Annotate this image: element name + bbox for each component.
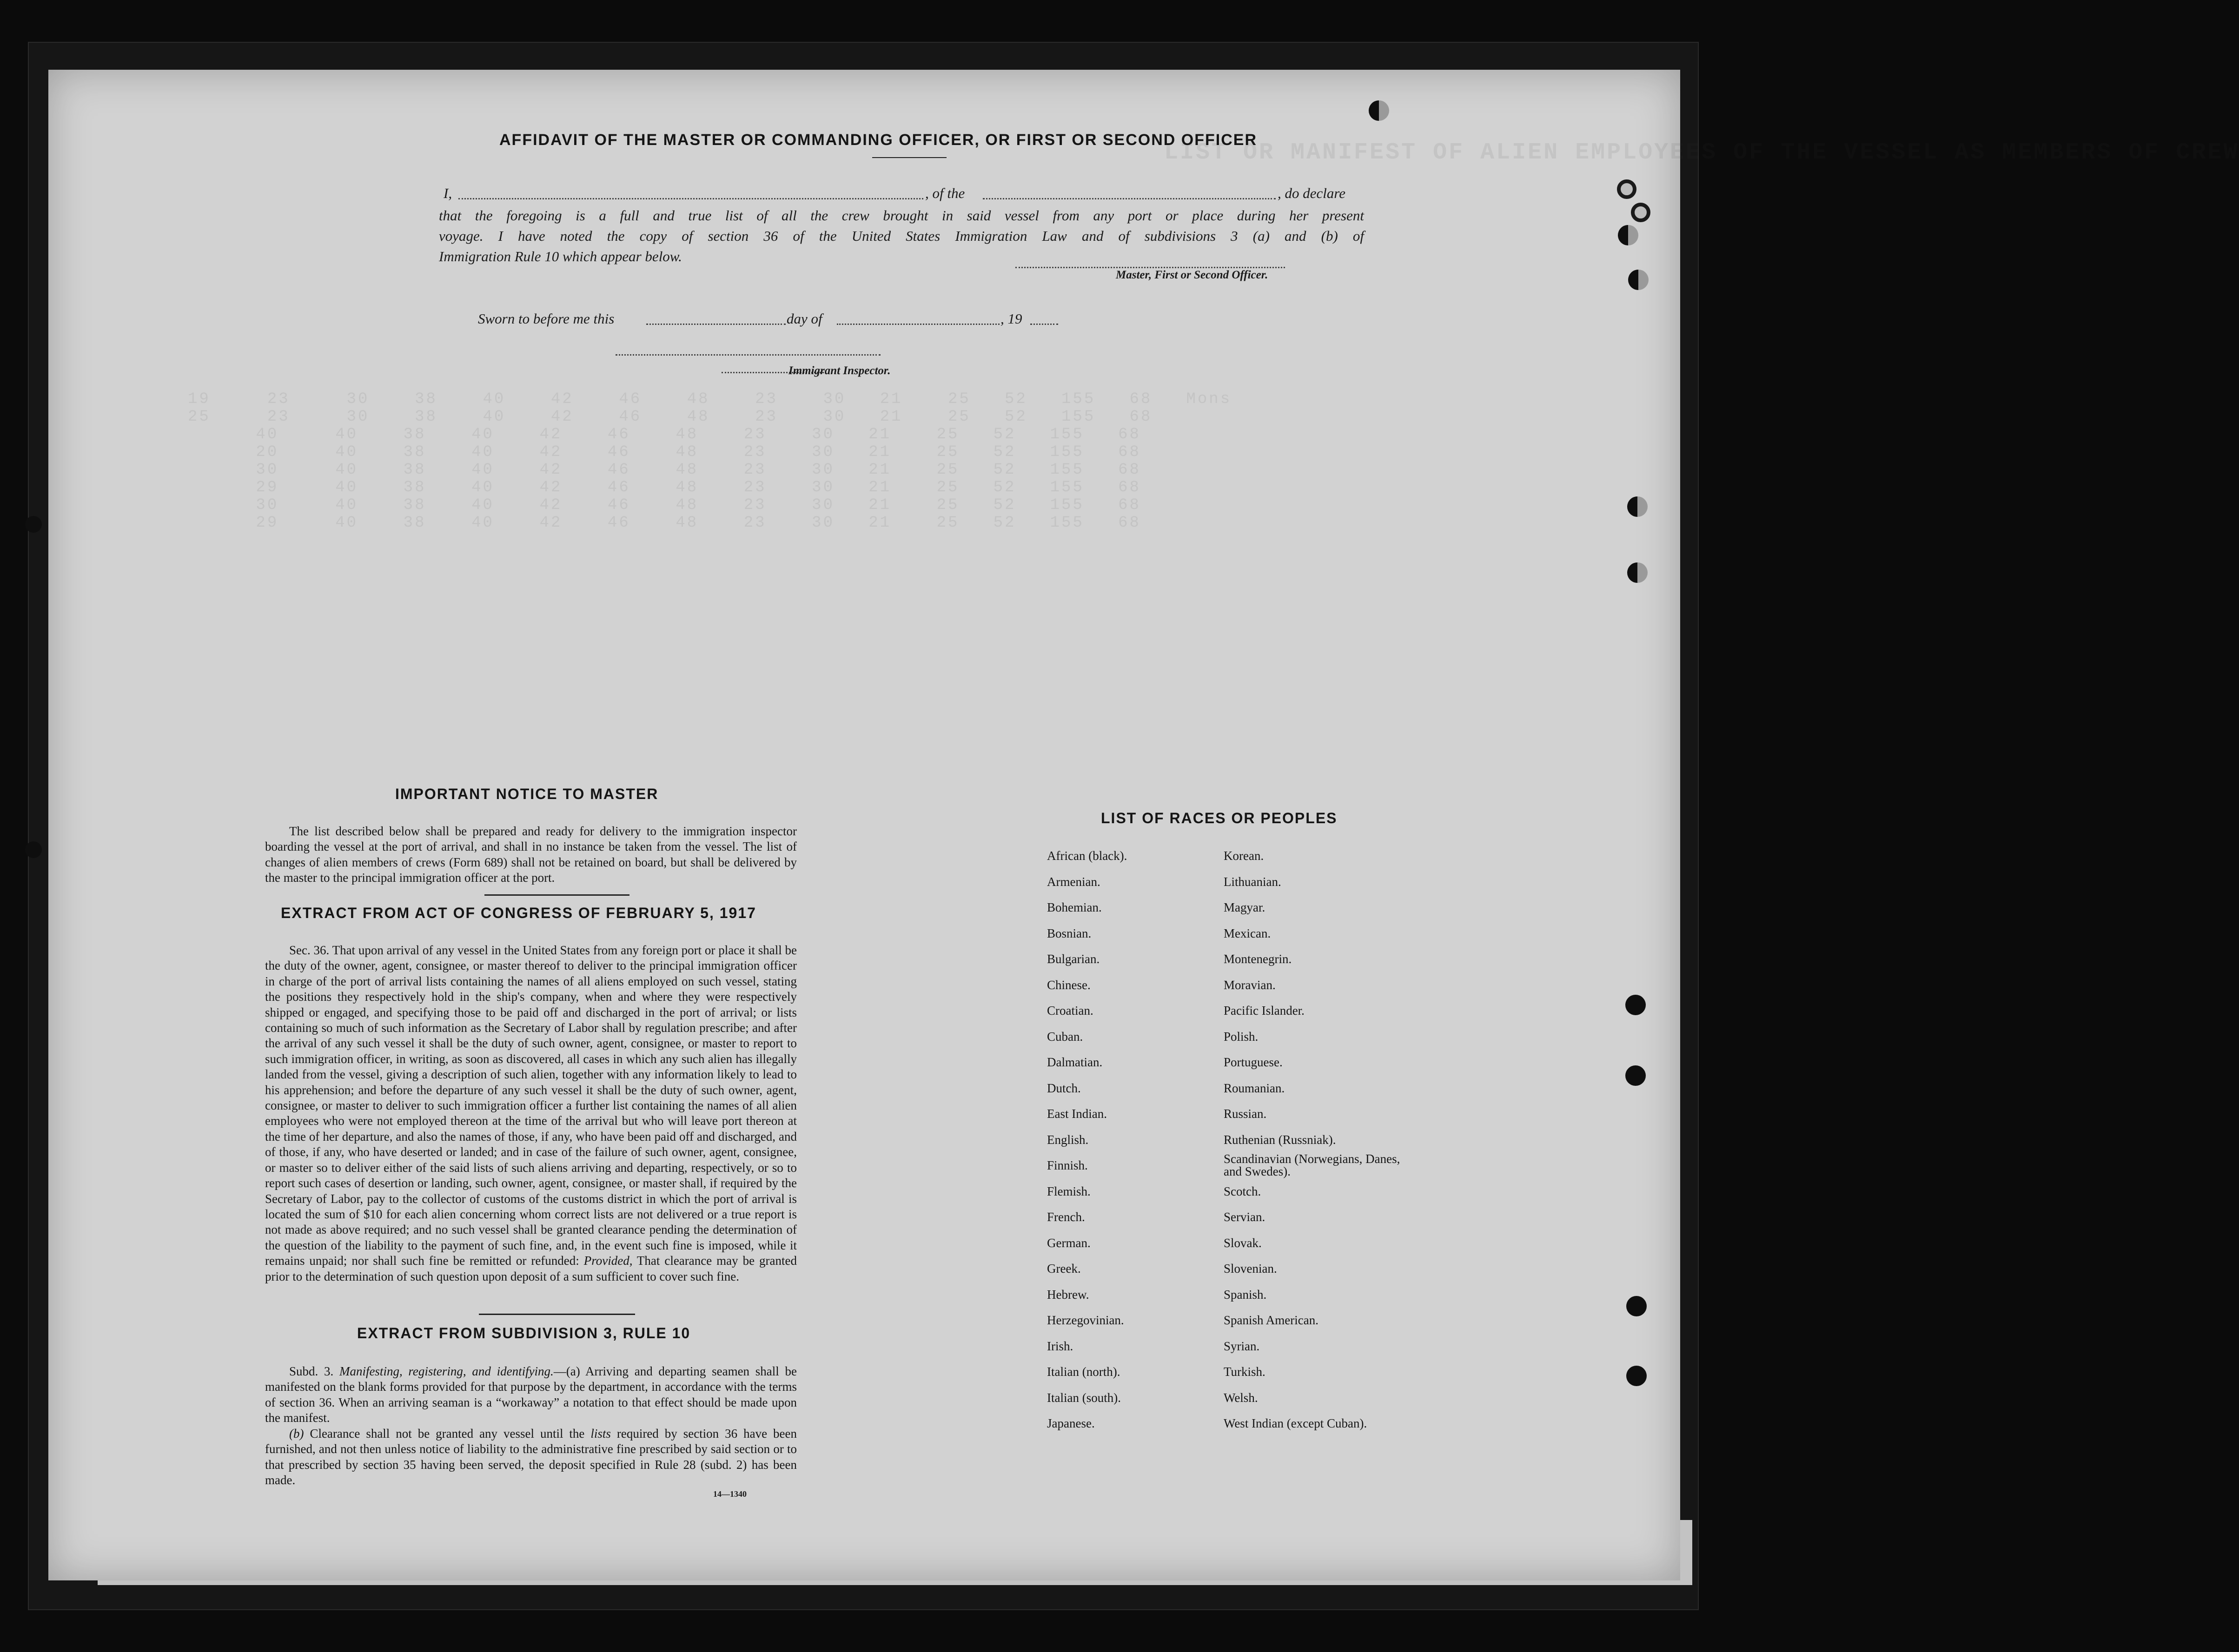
race-item: French. <box>1047 1210 1085 1224</box>
race-item: Flemish. <box>1047 1184 1091 1198</box>
act-extract-body <box>265 943 797 1284</box>
race-item: Cuban. <box>1047 1029 1083 1044</box>
race-item: Italian (north). <box>1047 1365 1120 1379</box>
race-item: Slovenian. <box>1224 1262 1277 1275</box>
punch-hole <box>25 516 42 533</box>
subd-b-text-2: required by section 36 have been furnished, and not then unless notice of liability to the administrative fine prescribed by said section or to that prescribed by section 35 having been served, the deposit specified in Rule 28 (subd. 2) has been made. <box>265 1427 797 1487</box>
rule-subd-b <box>265 1426 797 1488</box>
form-number: 14—1340 <box>713 1489 747 1499</box>
inspector-caption: Immigrant Inspector. <box>788 364 891 377</box>
race-item: Mexican. <box>1224 926 1271 940</box>
affidavit-line-4: Immigration Rule 10 which appear below. <box>439 248 682 264</box>
sworn-year-blank[interactable] <box>1030 324 1058 325</box>
subd-a-text: Arriving and departing seamen shall be manifested on the blank forms provided for that purpose by the department, in accordance with the terms of section 36. When an arriving seaman is a “workaway” a notation to that effect should be made upon the manifest. <box>265 1364 797 1425</box>
section-36-text: That upon arrival of any vessel in the United States from any foreign port or place it shall be the duty of the owner, agent, consignee, or master thereof to deliver to the principal immigration officer in charge of the port of arrival lists containing the names of all aliens employed on such vessel, stating the positions they respectively hold in the ship's company, when and where they were respectively shipped or engaged, and specifying those to be paid off and discharged in the port of arrival; or lists containing so much of such information as the Secretary of Labor shall by regulation prescribe; and after the arrival of any such vessel it shall be the duty of such owner, agent, consignee, or master to report to such immigration officer, in writing, as soon as discovered, all cases in which any such alien has illegally landed from the vessel, giving a description of such alien, together with any information likely to lead to his apprehension; and before the departure of any such vessel it shall be the duty of such owner, agent, consignee, or master to deliver to such immigration officer a further list containing the names of all alien employees who were not employed thereon at the time of the arrival but who will leave port thereon at the time of her departure, and also the names of those, if any, who have been paid off and discharged, and of those, if any, who have deserted or landed; and in case of the failure of such owner, agent, consignee, or master so to deliver either of the said lists of such aliens arriving and departing, respectively, or so to report such cases of desertion or landing, such owner, agent, consignee, or master shall, if required by the Secretary of Labor, pay to the collector of customs of the customs district in which the port of arrival is located the sum of $10 for each alien concerning whom correct lists are not delivered or a true report is not made as above required; and no such vessel shall be granted clearance pending the determination of the question of the liability to the payment of such fine, and, in the event such fine is imposed, while it remains unpaid; nor shall such fine be remitted or refunded: <box>265 943 797 1268</box>
master-signature-blank[interactable] <box>1015 267 1285 268</box>
punch-hole <box>1627 562 1648 583</box>
name-blank[interactable] <box>458 198 923 199</box>
race-item: Italian (south). <box>1047 1390 1121 1405</box>
affidavit-of-the-label: , of the <box>925 185 965 201</box>
section-number: Sec. 36. <box>289 943 330 957</box>
vessel-blank[interactable] <box>983 198 1276 199</box>
affidavit-line-2: that the foregoing is a full and true list of all the crew brought in said vessel from any port or place during her present <box>439 207 1364 224</box>
race-item: Herzegovinian. <box>1047 1313 1124 1327</box>
race-item: West Indian (except Cuban). <box>1224 1416 1367 1430</box>
subd-heading: Manifesting, registering, and identifying. <box>333 1364 554 1378</box>
race-item: Turkish. <box>1224 1365 1265 1379</box>
race-item: Croatian. <box>1047 1004 1093 1018</box>
race-item: Bosnian. <box>1047 926 1092 940</box>
punch-hole <box>1618 225 1638 245</box>
races-left-column <box>1047 843 1205 1437</box>
punch-hole <box>1625 1065 1646 1086</box>
race-item: Slovak. <box>1224 1236 1262 1250</box>
affidavit-do-declare: , do declare <box>1278 185 1346 201</box>
punch-hole <box>1626 1366 1647 1386</box>
race-item: Moravian. <box>1224 978 1276 992</box>
punch-hole <box>1625 995 1646 1015</box>
affidavit-i-label: I, <box>444 185 452 201</box>
punch-hole <box>1369 100 1389 121</box>
race-item: Portuguese. <box>1224 1055 1283 1069</box>
race-item: Scandinavian (Norwegians, Danes, and Swedes). <box>1224 1152 1400 1178</box>
race-item: East Indian. <box>1047 1107 1107 1121</box>
race-item: Magyar. <box>1224 900 1265 914</box>
sworn-day-blank[interactable] <box>646 324 786 325</box>
sworn-day-of-label: day of <box>787 311 822 327</box>
race-item: Bohemian. <box>1047 900 1102 914</box>
section-36-text-end: That clearance may be granted prior to the determination of such question upon deposit of a sum sufficient to cover such fine. <box>265 1254 797 1283</box>
provided-term: Provided, <box>583 1254 633 1268</box>
race-item: Servian. <box>1224 1210 1265 1224</box>
rule-subd-a <box>265 1364 797 1426</box>
races-right-column <box>1224 843 1410 1437</box>
document-page <box>48 70 2239 1580</box>
race-item: Syrian. <box>1224 1339 1260 1353</box>
subd-b-marker: (b) <box>289 1427 304 1441</box>
race-item: Chinese. <box>1047 978 1091 992</box>
punch-hole <box>1628 270 1649 290</box>
inspector-signature-blank-1[interactable] <box>616 354 881 356</box>
notice-title: IMPORTANT NOTICE TO MASTER <box>395 786 659 802</box>
master-signature-caption: Master, First or Second Officer. <box>1116 269 1268 281</box>
race-item: Pacific Islander. <box>1224 1004 1305 1018</box>
race-item: African (black). <box>1047 849 1127 863</box>
sworn-month-blank[interactable] <box>837 324 1000 325</box>
races-title: LIST OF RACES OR PEOPLES <box>1101 810 1338 826</box>
race-item: Finnish. <box>1047 1158 1088 1172</box>
sworn-year-label: , 19 <box>1000 311 1022 327</box>
punch-hole <box>1626 1296 1647 1316</box>
subd-b-text-1: Clearance shall not be granted any vessel until the <box>304 1427 591 1441</box>
divider <box>872 157 947 158</box>
punch-hole <box>25 841 42 858</box>
race-item: Roumanian. <box>1224 1081 1285 1095</box>
divider <box>479 1314 635 1315</box>
punch-hole <box>1627 496 1648 517</box>
punch-hole <box>1617 179 1636 199</box>
rule-extract-title: EXTRACT FROM SUBDIVISION 3, RULE 10 <box>357 1325 691 1341</box>
affidavit-title: AFFIDAVIT OF THE MASTER OR COMMANDING OFFICER, OR FIRST OR SECOND OFFICER <box>499 131 1257 149</box>
act-extract-title: EXTRACT FROM ACT OF CONGRESS OF FEBRUARY 5, 1917 <box>281 905 756 921</box>
race-item: Hebrew. <box>1047 1287 1089 1302</box>
race-item: Armenian. <box>1047 874 1100 889</box>
race-item: Ruthenian (Russniak). <box>1224 1132 1336 1147</box>
subd-b-lists: lists <box>590 1427 611 1441</box>
race-item: Welsh. <box>1224 1390 1258 1405</box>
subd-a-marker: —(a) <box>553 1364 580 1378</box>
race-item: English. <box>1047 1132 1089 1147</box>
divider <box>484 894 629 896</box>
notice-body: The list described below shall be prepared and ready for delivery to the immigration inspector boarding the vessel at the port of arrival, and shall in no instance be taken from the vessel. The list of changes of alien members of crews (Form 689) shall not be retained on board, but shall be delivered by the master to the principal immigration officer at the port. <box>265 824 797 885</box>
race-item: Spanish. <box>1224 1287 1267 1302</box>
race-item: Japanese. <box>1047 1416 1095 1430</box>
race-item: Irish. <box>1047 1339 1073 1353</box>
subd-number: Subd. 3. <box>289 1364 334 1378</box>
race-item: Korean. <box>1224 849 1264 863</box>
race-item: Polish. <box>1224 1029 1259 1044</box>
punch-hole <box>1631 203 1650 222</box>
sworn-label: Sworn to before me this <box>478 311 615 327</box>
bleed-through-rows: 19 23 30 38 40 42 46 48 23 30 21 25 52 155 68 Mons 25 23 30 38 40 42 46 48 23 30 21 25 52 155 68 40 40 38 40 42 46 48 23 30 21 25 52 155 68 20 40 38 40 42 46 48 23 30 21 25 52 155 68 30 40 38 40 42 46 48 23 30 21 25 52 155 68 29 40 38 40 42 46 48 23 30 21 25 52 155 68 30 40 38 40 42 46 48 23 30 21 25 52 155 68 29 40 38 40 42 46 48 23 30 21 25 52 155 68 <box>188 390 1232 532</box>
race-item: Montenegrin. <box>1224 952 1292 966</box>
race-item: German. <box>1047 1236 1091 1250</box>
race-item: Scotch. <box>1224 1184 1261 1198</box>
race-item: Russian. <box>1224 1107 1267 1121</box>
race-item: Dutch. <box>1047 1081 1081 1095</box>
race-item: Greek. <box>1047 1262 1081 1275</box>
race-item: Bulgarian. <box>1047 952 1100 966</box>
race-item: Dalmatian. <box>1047 1055 1103 1069</box>
bleed-through-heading: LIST OR MANIFEST OF ALIEN EMPLOYEES OF THE VESSEL AS MEMBERS OF CREW <box>1164 139 2239 166</box>
race-item: Lithuanian. <box>1224 874 1281 889</box>
affidavit-line-3: voyage. I have noted the copy of section 36 of the United States Immigration Law and of subdivisions 3 (a) and (b) of <box>439 228 1364 244</box>
race-item: Spanish American. <box>1224 1313 1318 1327</box>
